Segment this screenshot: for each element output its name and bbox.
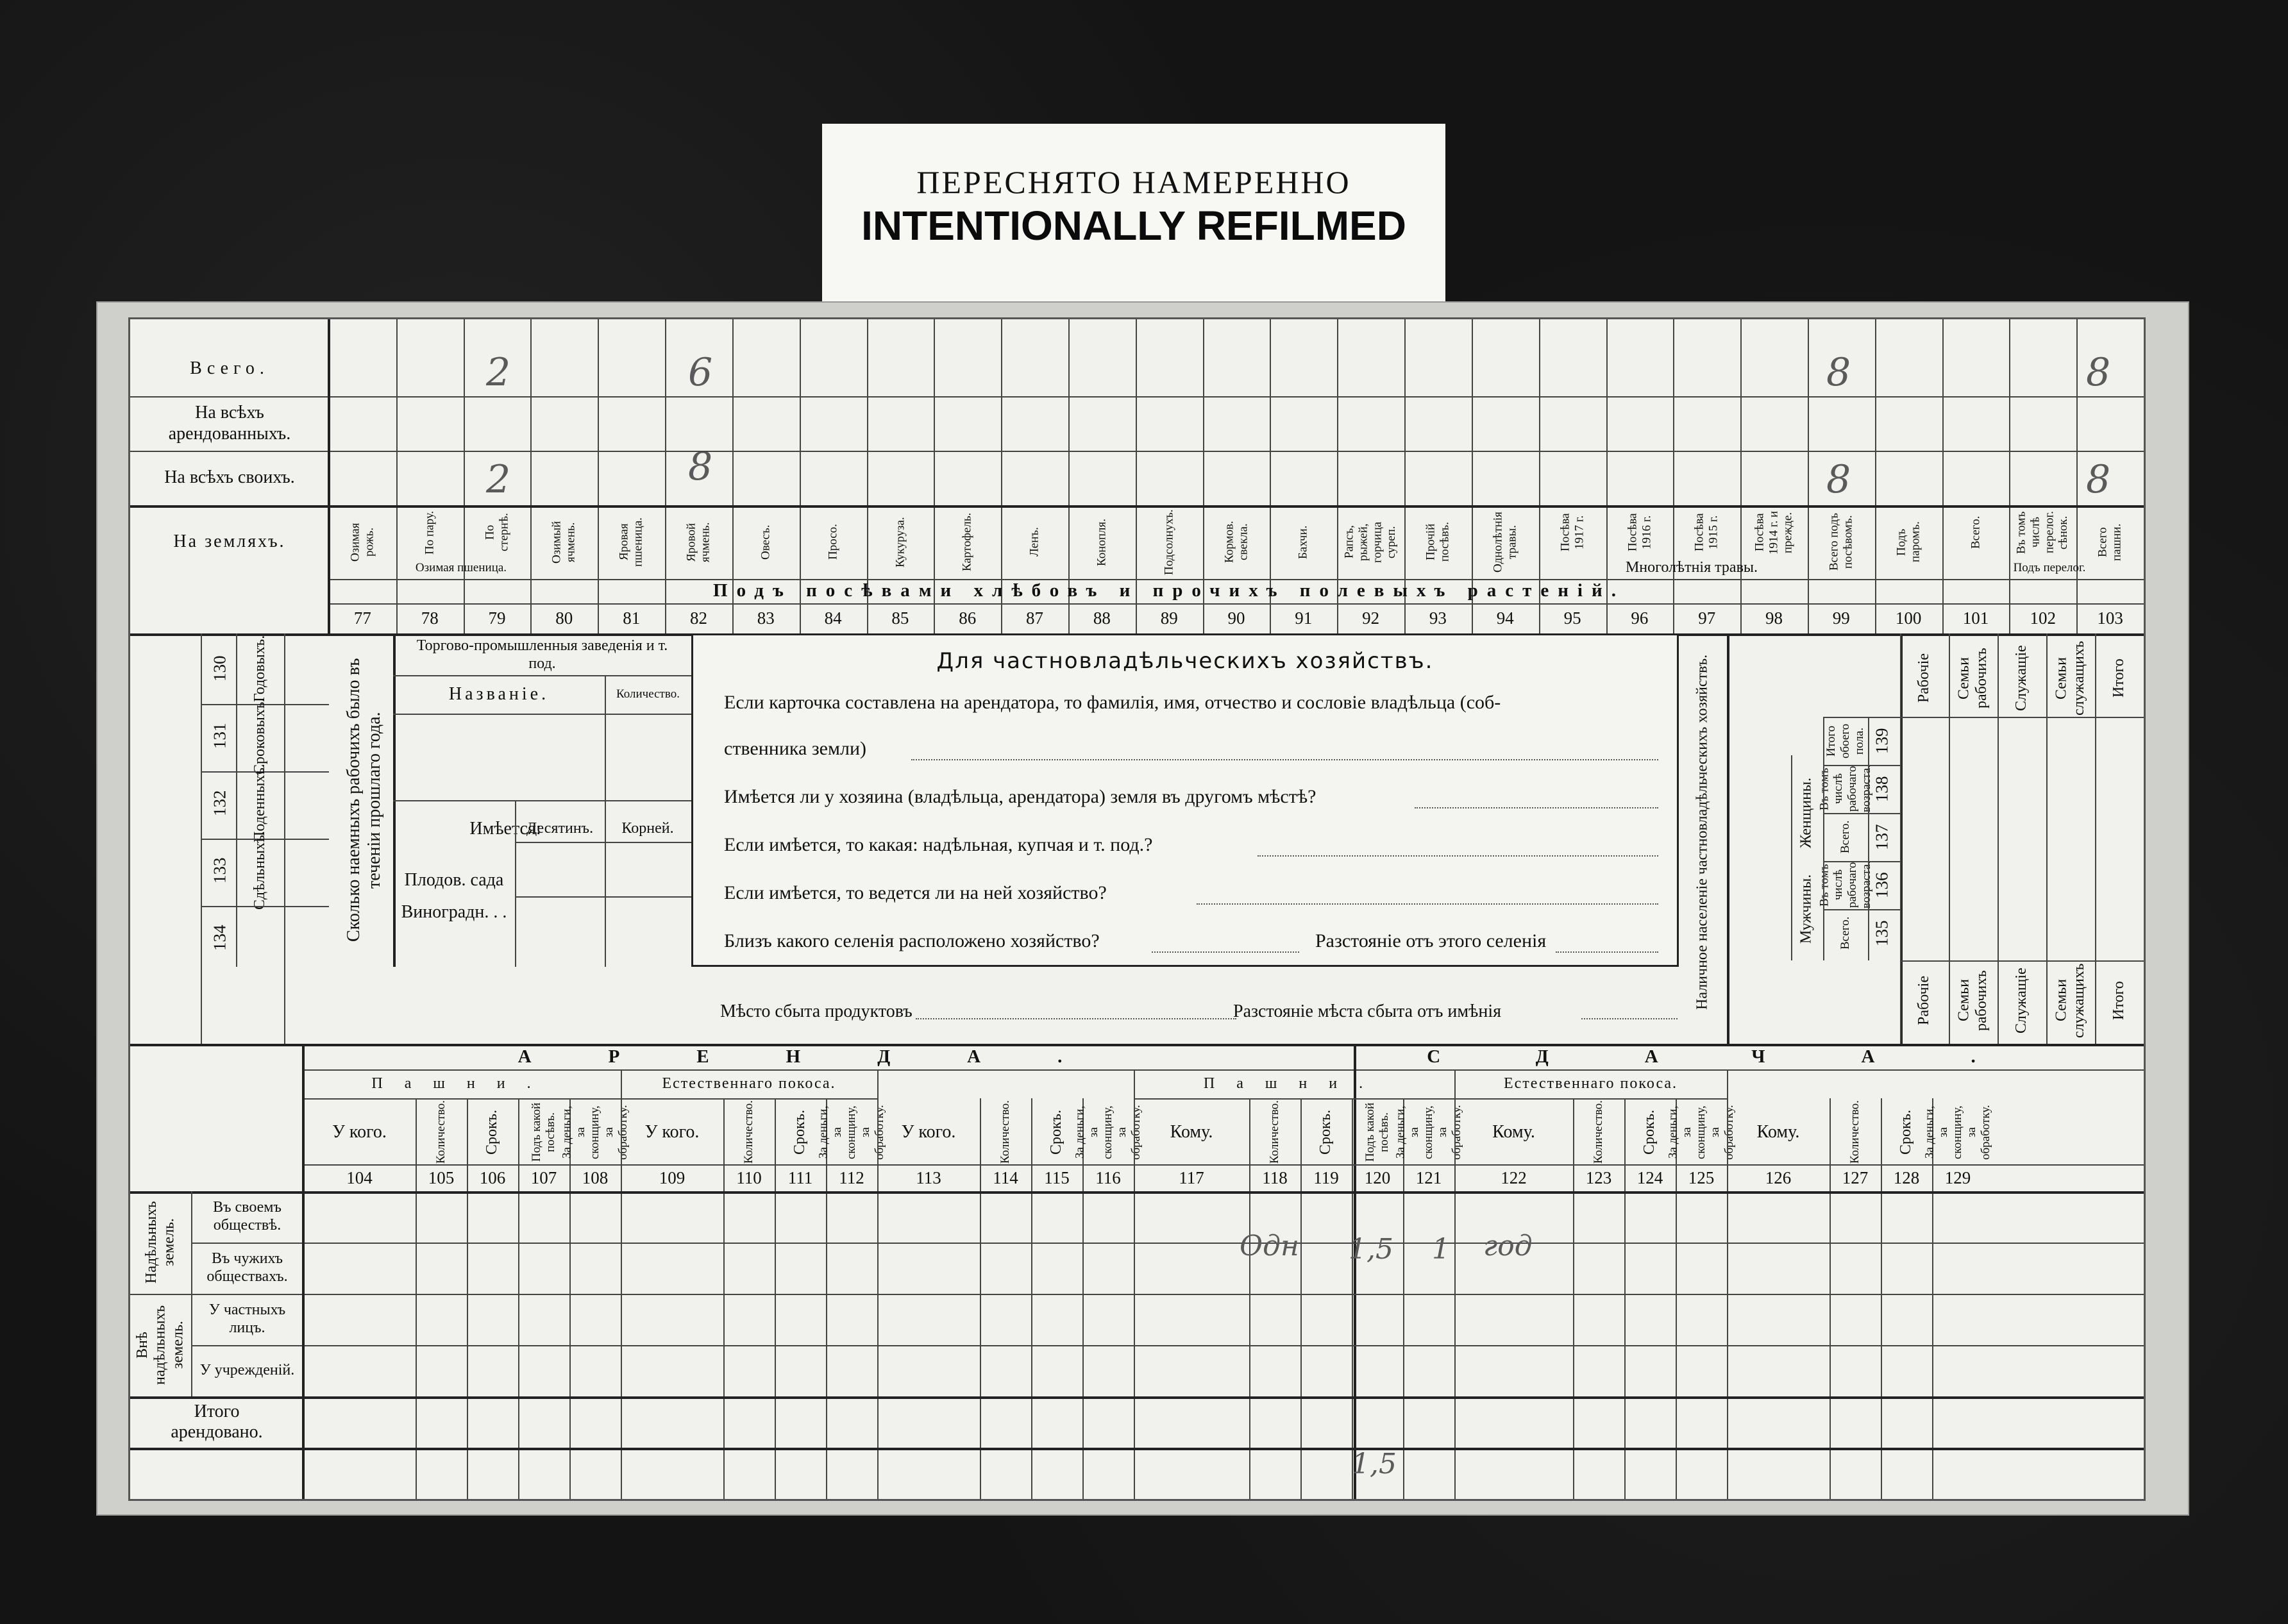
crop-col-number: 92 (1362, 608, 1380, 628)
lease-col-number: 114 (993, 1168, 1018, 1188)
population-men: Мужчины. (1797, 874, 1815, 944)
lease-col-number: 122 (1501, 1168, 1527, 1188)
lease-group-header: Естественнаго покоса. (662, 1075, 836, 1092)
crop-col-number: 101 (1962, 608, 1989, 628)
crop-col-number: 85 (891, 608, 909, 628)
lease-col-header: У кого. (332, 1121, 387, 1142)
population-rule (1823, 765, 1900, 766)
census-card (128, 317, 2146, 1501)
population-number: 138 (1872, 776, 1892, 802)
lease-col-number: 109 (659, 1168, 686, 1188)
population-right-header: Семьи служащихъ (2053, 640, 2087, 716)
refilm-english: INTENTIONALLY REFILMED (861, 203, 1406, 249)
private-estate-title: Для частновладѣльческихъ хозяйствъ. (936, 648, 1434, 674)
hw-total-3: 8 (1826, 350, 1851, 395)
crop-col-number: 90 (1227, 608, 1245, 628)
lease-rule (302, 1044, 305, 1499)
worker-rule (284, 633, 285, 1044)
row-label-own: На всѣхъ своихъ. (164, 467, 295, 488)
lease-group-rule (1134, 1098, 1454, 1100)
lease-col-number: 118 (1262, 1168, 1288, 1188)
worker-col-label: Сдѣльныхъ. (251, 831, 269, 910)
lease-col-number: 104 (346, 1168, 373, 1188)
population-number: 136 (1872, 872, 1892, 898)
worker-col-number: 130 (210, 655, 230, 682)
lease-col-number: 129 (1944, 1168, 1971, 1188)
winter-wheat-group: Озимая пшеница. (415, 561, 507, 575)
lease-rule (130, 1191, 2144, 1194)
crop-col-number: 95 (1563, 608, 1581, 628)
crop-col-number: 96 (1631, 608, 1649, 628)
crop-col-number: 82 (689, 608, 707, 628)
lease-col-header: Количество. (434, 1100, 448, 1164)
lease-col-header: За деньги, за сконщину, за обработку. (816, 1105, 886, 1160)
lease-rule (191, 1191, 192, 1396)
crop-col-number: 103 (2097, 608, 2123, 628)
crop-col-number: 88 (1093, 608, 1111, 628)
lease-col-number: 106 (479, 1168, 506, 1188)
crop-col-number: 81 (623, 608, 641, 628)
population-rule (1823, 909, 1900, 910)
hw-lease-4: год (1483, 1230, 1533, 1262)
worker-col-number: 133 (210, 857, 230, 884)
crop-col-number: 86 (959, 608, 977, 628)
lease-col-header: У кого. (901, 1121, 956, 1142)
crop-col-header: Всего. (1969, 515, 1983, 549)
lease-col-header: Срокъ. (1048, 1109, 1065, 1155)
q-village-distance: Разстояніе отъ этого селенія (1315, 930, 1547, 951)
hw-total-4: 8 (2086, 350, 2111, 395)
trade-vine: Виноградн. . . (401, 901, 507, 922)
crop-col-header: Кормов. свекла. (1222, 521, 1250, 564)
population-right-footer: Семьи рабочихъ (1955, 970, 1990, 1031)
population-women: Женщины. (1797, 777, 1815, 849)
lease-col-header: Кому. (1170, 1121, 1213, 1142)
lease-group-header: Пашни. (371, 1075, 553, 1092)
crop-col-number: 102 (2030, 608, 2057, 628)
lease-rule (303, 1164, 2144, 1166)
lease-col-number: 116 (1095, 1168, 1121, 1188)
crop-col-header: Однолѣтнія травы. (1491, 512, 1519, 573)
crop-col-number: 87 (1025, 608, 1043, 628)
crop-col-header: Всего пашни. (2096, 523, 2124, 561)
lease-col-header: Срокъ. (484, 1109, 501, 1155)
lease-row-label: Въ чужихъ обществахъ. (206, 1250, 288, 1285)
lease-col-number: 117 (1179, 1168, 1204, 1188)
lease-rule (130, 1396, 2144, 1399)
lease-col-number: 120 (1364, 1168, 1391, 1188)
lease-col-number: 115 (1044, 1168, 1070, 1188)
hw-lease-3: 1 (1432, 1233, 1450, 1266)
crop-col-number: 93 (1429, 608, 1447, 628)
lease-col-number: 105 (428, 1168, 455, 1188)
lease-row-label: У частныхъ лицъ. (208, 1302, 286, 1336)
q-land-kind: Если имѣется, то какая: надѣльная, купчая и т. под.? (724, 834, 1153, 855)
lease-row-rule (191, 1243, 2144, 1244)
crop-col-header: Яровая пшеница. (617, 517, 645, 567)
population-rule (1823, 861, 1900, 862)
population-label: Всего. (1838, 820, 1853, 854)
crop-col-number: 89 (1160, 608, 1178, 628)
private-estate-box (691, 633, 1679, 967)
crop-col-header: Яровой ячмень. (684, 522, 712, 562)
trade-title: Торгово-промышленныя заведенія и т. под. (416, 637, 668, 672)
population-right-footer: Итого (2110, 981, 2128, 1020)
trade-qty-col: Количество. (616, 687, 680, 701)
lease-col-header: За деньги, за сконщину, за обработку. (1666, 1105, 1736, 1160)
lease-col-header: Количество. (1848, 1100, 1862, 1164)
lease-col-header: Подъ какой посѣвъ. (1363, 1102, 1391, 1162)
crop-col-header: Посѣва 1916 г. (1626, 513, 1653, 552)
crop-col-header: Ленъ. (1027, 527, 1041, 557)
crop-col-number: 79 (488, 608, 506, 628)
lease-col-number: 107 (530, 1168, 557, 1188)
hw-own-2: 8 (688, 444, 713, 489)
lease-group-rule (1454, 1098, 1727, 1100)
arenda-band: АРЕНДА. (517, 1046, 1140, 1067)
lease-col-header: Срокъ. (1317, 1109, 1334, 1155)
crop-col-header: Въ томъ числѣ перелог. сѣнок. (2015, 511, 2071, 554)
lease-col-header: Количество. (742, 1100, 756, 1164)
crop-col-number: 83 (757, 608, 775, 628)
lease-group-non-allotment: Внѣ надѣльныхъ земель. (134, 1305, 187, 1385)
population-label: Всего. (1838, 916, 1853, 950)
lease-col-header: За деньги, за сконщину, за обработку. (1922, 1105, 1992, 1160)
lease-col-number: 111 (787, 1168, 813, 1188)
row-label-lands: На земляхъ. (173, 532, 286, 552)
crop-col-rule (2076, 319, 2078, 633)
population-rule (1823, 717, 1824, 960)
lease-col-header: Срокъ. (1897, 1109, 1915, 1155)
lease-group-rule (303, 1098, 621, 1100)
lease-col-number: 127 (1842, 1168, 1869, 1188)
q-market: Мѣсто сбыта продуктовъ (720, 1001, 913, 1021)
crop-col-header: Подъ паромъ. (1894, 521, 1922, 563)
worker-col-label: Сроковыхъ. (251, 698, 269, 774)
population-label: Итого обоего пола. (1824, 723, 1866, 758)
crop-col-header: Рапсъ, рыжей, горчица суреп. (1342, 521, 1399, 563)
row-label-rented: На всѣхъ арендованныхъ. (168, 403, 291, 444)
crop-col-header: Всего подъ посѣвомъ. (1827, 513, 1855, 571)
crop-col-rule (2009, 319, 2010, 633)
hw-own-1: 2 (486, 457, 511, 502)
crop-col-header: Подсолнухъ. (1162, 509, 1176, 575)
lease-col-header: У кого. (644, 1121, 700, 1142)
lease-col-header: Кому. (1756, 1121, 1800, 1142)
population-right-header: Семьи рабочихъ (1955, 648, 1990, 709)
population-rule (1823, 813, 1900, 814)
worker-col-label: Поденныхъ. (251, 764, 269, 843)
lease-col-number: 123 (1585, 1168, 1612, 1188)
population-label: Въ томъ числѣ рабочаго возраста. (1817, 765, 1873, 813)
population-right-rule (1900, 717, 2144, 718)
crop-col-number: 100 (1895, 608, 1922, 628)
population-right-footer: Рабочіе (1915, 976, 1933, 1025)
worker-col-number: 131 (210, 723, 230, 749)
crop-col-header: Прочій посѣвъ. (1424, 522, 1452, 562)
crop-col-header: По пару. (423, 510, 437, 555)
crop-col-header: Конопля. (1095, 518, 1109, 566)
hw-lease-1: Одн (1240, 1230, 1299, 1262)
crop-col-header: Озимый ячмень. (550, 521, 578, 564)
population-right-rule (1900, 960, 2144, 962)
hw-total-1: 2 (486, 350, 511, 395)
lease-col-header: Срокъ. (1641, 1109, 1658, 1155)
lease-group-header: Естественнаго покоса. (1503, 1075, 1678, 1092)
lease-col-number: 112 (839, 1168, 864, 1188)
worker-col-label: Годовыхъ. (251, 635, 269, 703)
lease-col-header: Количество. (1592, 1100, 1606, 1164)
hw-own-4: 8 (2086, 457, 2111, 502)
q-other-land: Имѣется ли у хозяина (владѣльца, арендатора) земля въ другомъ мѣстѣ? (724, 786, 1316, 807)
q-market-distance: Разстояніе мѣста сбыта отъ имѣнія (1233, 1001, 1501, 1021)
hw-total-2: 6 (688, 350, 713, 395)
q-farming: Если имѣется, то ведется ли на ней хозяйство? (724, 882, 1107, 903)
lease-col-number: 108 (582, 1168, 609, 1188)
population-rule (1868, 717, 1869, 960)
refilm-russian: ПЕРЕСНЯТО НАМЕРЕННО (916, 164, 1351, 200)
crop-col-header: По стернѣ. (483, 513, 510, 552)
lease-col-header: Срокъ. (791, 1109, 809, 1155)
crop-col-header: Просо. (826, 524, 840, 560)
population-title: Наличное населеніе частновладѣльческихъ хозяйствъ. (1694, 654, 1711, 1010)
q-owner-line-2: ственника земли) (724, 738, 866, 759)
lease-total-row: Итого арендовано. (171, 1401, 263, 1442)
population-rule (1823, 717, 1900, 718)
q-village: Близъ какого селенія расположено хозяйство? (724, 930, 1100, 951)
crop-col-header: Посѣва 1917 г. (1558, 513, 1586, 552)
lease-col-number: 124 (1636, 1168, 1663, 1188)
population-rule (1791, 755, 1792, 960)
lease-col-number: 113 (916, 1168, 941, 1188)
perennial-group: Многолѣтнія травы. (1625, 559, 1758, 576)
crop-col-number: 77 (353, 608, 371, 628)
population-label: Въ томъ числѣ рабочаго возраста. (1817, 861, 1873, 909)
crop-col-header: Бахчи. (1296, 525, 1310, 559)
lease-rule (130, 1448, 2144, 1450)
worker-rule (201, 633, 202, 1044)
population-number: 139 (1872, 728, 1892, 754)
lease-col-number: 128 (1893, 1168, 1920, 1188)
crop-col-number: 99 (1832, 608, 1850, 628)
lease-row-label: У учрежденій. (199, 1362, 295, 1379)
fallow-group: Подъ перелог. (2013, 561, 2086, 575)
crop-col-number: 80 (555, 608, 573, 628)
crop-col-number: 91 (1295, 608, 1313, 628)
sdacha-band: СДАЧА. (1427, 1046, 2072, 1067)
crop-col-number: 84 (824, 608, 842, 628)
lease-group-header: Пашни. (1203, 1075, 1385, 1092)
hw-lease-2: 1,5 (1349, 1233, 1393, 1266)
lease-col-number: 125 (1688, 1168, 1715, 1188)
lease-col-number: 121 (1415, 1168, 1442, 1188)
trade-name-col: Названіе. (448, 683, 550, 704)
crop-col-number: 97 (1698, 608, 1716, 628)
lease-col-header: За деньги, за сконщину, за обработку. (1073, 1105, 1143, 1160)
trade-fruit: Плодов. сада (404, 869, 504, 890)
row-label-total: Всего. (190, 358, 269, 379)
worker-rule (236, 633, 237, 967)
population-number: 135 (1872, 920, 1892, 946)
crop-col-number: 78 (421, 608, 439, 628)
lease-col-header: За деньги, за сконщину, за обработку. (1393, 1105, 1463, 1160)
lease-col-header: Количество. (1268, 1100, 1282, 1164)
workers-title: Сколько наемныхъ рабочихъ было въ теченіи прошлаго года. (343, 658, 384, 942)
lease-col-header: Количество. (998, 1100, 1013, 1164)
trade-has: Имѣется: (469, 818, 541, 839)
population-right-footer: Семьи служащихъ (2053, 963, 2087, 1038)
hw-own-3: 8 (1826, 457, 1851, 502)
crop-col-number: 98 (1765, 608, 1783, 628)
lease-row-label: Въ своемъ обществѣ. (213, 1199, 282, 1234)
lease-row-rule (191, 1345, 2144, 1346)
lease-col-header: Подъ какой посѣвъ. (530, 1102, 557, 1162)
hw-lease-total: 1,5 (1352, 1448, 1397, 1480)
population-right-header: Рабочіе (1915, 653, 1933, 703)
crop-col-header: Овесъ. (759, 524, 773, 560)
population-right-header: Итого (2110, 658, 2128, 698)
lease-col-number: 126 (1765, 1168, 1792, 1188)
lease-col-number: 110 (736, 1168, 762, 1188)
crop-col-header: Картофель. (960, 512, 974, 572)
crop-col-header: Посѣва 1914 г. и прежде. (1753, 510, 1795, 555)
trade-roots: Корней. (621, 820, 674, 837)
lease-col-header: Кому. (1492, 1121, 1535, 1142)
population-number: 137 (1872, 824, 1892, 850)
crop-col-header: Озимая рожь. (348, 523, 376, 562)
population-right-footer: Служащіе (2013, 967, 2030, 1034)
crop-col-header: Посѣва 1915 г. (1692, 513, 1720, 552)
crop-band-title: Подъ посѣвами хлѣбовъ и прочихъ полевыхъ растеній. (713, 580, 1625, 601)
lease-col-header: За деньги, за сконщину, за обработку. (560, 1105, 630, 1160)
worker-col-number: 134 (210, 925, 230, 951)
q-owner-line-1: Если карточка составлена на арендатора, то фамилія, имя, отчество и сословіе владѣльца (соб- (724, 692, 1501, 713)
refilm-banner (822, 124, 1445, 316)
crop-col-number: 94 (1496, 608, 1514, 628)
population-right-header: Служащіе (2013, 645, 2030, 712)
lease-row-rule (130, 1294, 2144, 1295)
lease-col-number: 119 (1313, 1168, 1339, 1188)
trade-dess: Десятинъ. (526, 820, 594, 837)
crop-col-header: Кукуруза. (893, 517, 907, 567)
lease-group-allotment: Надѣльныхъ земель. (142, 1201, 178, 1284)
lease-group-rule (621, 1098, 877, 1100)
worker-col-number: 132 (210, 790, 230, 817)
